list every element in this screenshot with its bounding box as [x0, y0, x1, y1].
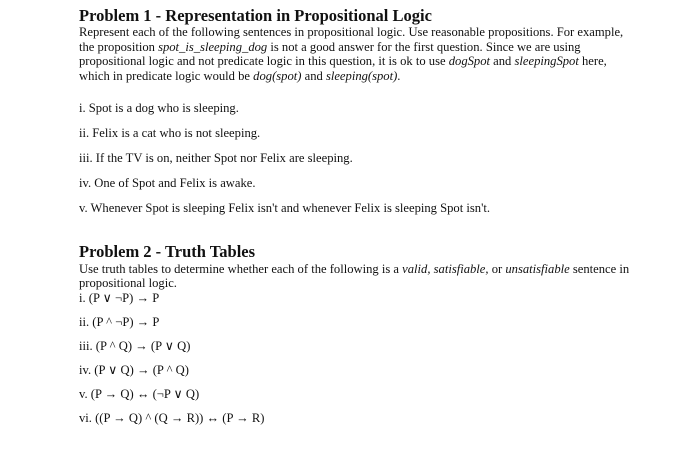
formula-item: iv. (P ∨ Q) → (P ^ Q): [79, 363, 189, 378]
intro-text: Represent each of the following sentences in propositional logic. Use reasonable propositions. For example, the proposition: [79, 25, 624, 54]
intro-text: and: [490, 54, 515, 69]
intro-italic-term: dogSpot: [448, 54, 490, 69]
intro-text: and: [301, 68, 326, 83]
intro-text: is not a good answer for the first question. Since we are using propositional logic and not predicate logic in this question, it is ok to use: [79, 39, 581, 69]
intro-italic-term: sleeping(spot): [325, 68, 398, 83]
intro-italic-term: unsatisfiable: [505, 261, 570, 276]
list-item: ii. Felix is a cat who is not sleeping.: [79, 126, 261, 141]
intro-text: .: [397, 68, 401, 83]
problem1-title: Problem 1 - Representation in Propositional Logic: [79, 6, 432, 25]
formula-item: v. (P → Q) ↔ (¬P ∨ Q): [79, 387, 200, 402]
formula-item: vi. ((P → Q) ^ (Q → R)) ↔ (P → R): [79, 411, 265, 426]
formula-item: iii. (P ^ Q) → (P ∨ Q): [79, 339, 191, 354]
problem1-intro: [79, 25, 639, 83]
intro-italic-term: sleepingSpot: [514, 54, 579, 69]
problem1-sentence-list: [79, 101, 639, 215]
problem2-formula-list: [79, 291, 639, 426]
list-item: iv. One of Spot and Felix is awake.: [79, 176, 256, 191]
intro-italic-term: spot_is_sleeping_dog: [158, 39, 268, 54]
intro-text: or: [488, 261, 506, 276]
intro-text: here, which in predicate logic would be: [79, 54, 607, 83]
intro-text: sentence in propositional logic.: [79, 261, 630, 291]
formula-item: ii. (P ^ ¬P) → P: [79, 315, 160, 330]
intro-italic-term: valid, satisfiable,: [402, 261, 489, 276]
intro-text: Use truth tables to determine whether each of the following is a: [79, 261, 403, 276]
problem2-title: Problem 2 - Truth Tables: [79, 241, 256, 261]
formula-item: i. (P ∨ ¬P) → P: [79, 290, 160, 305]
list-item: i. Spot is a dog who is sleeping.: [79, 101, 239, 116]
document-body: [79, 6, 639, 435]
problem2-intro: [79, 262, 639, 291]
list-item: v. Whenever Spot is sleeping Felix isn't and whenever Felix is sleeping Spot isn't.: [79, 200, 490, 215]
intro-italic-term: dog(spot): [253, 68, 302, 83]
list-item: iii. If the TV is on, neither Spot nor Felix are sleeping.: [79, 151, 353, 166]
